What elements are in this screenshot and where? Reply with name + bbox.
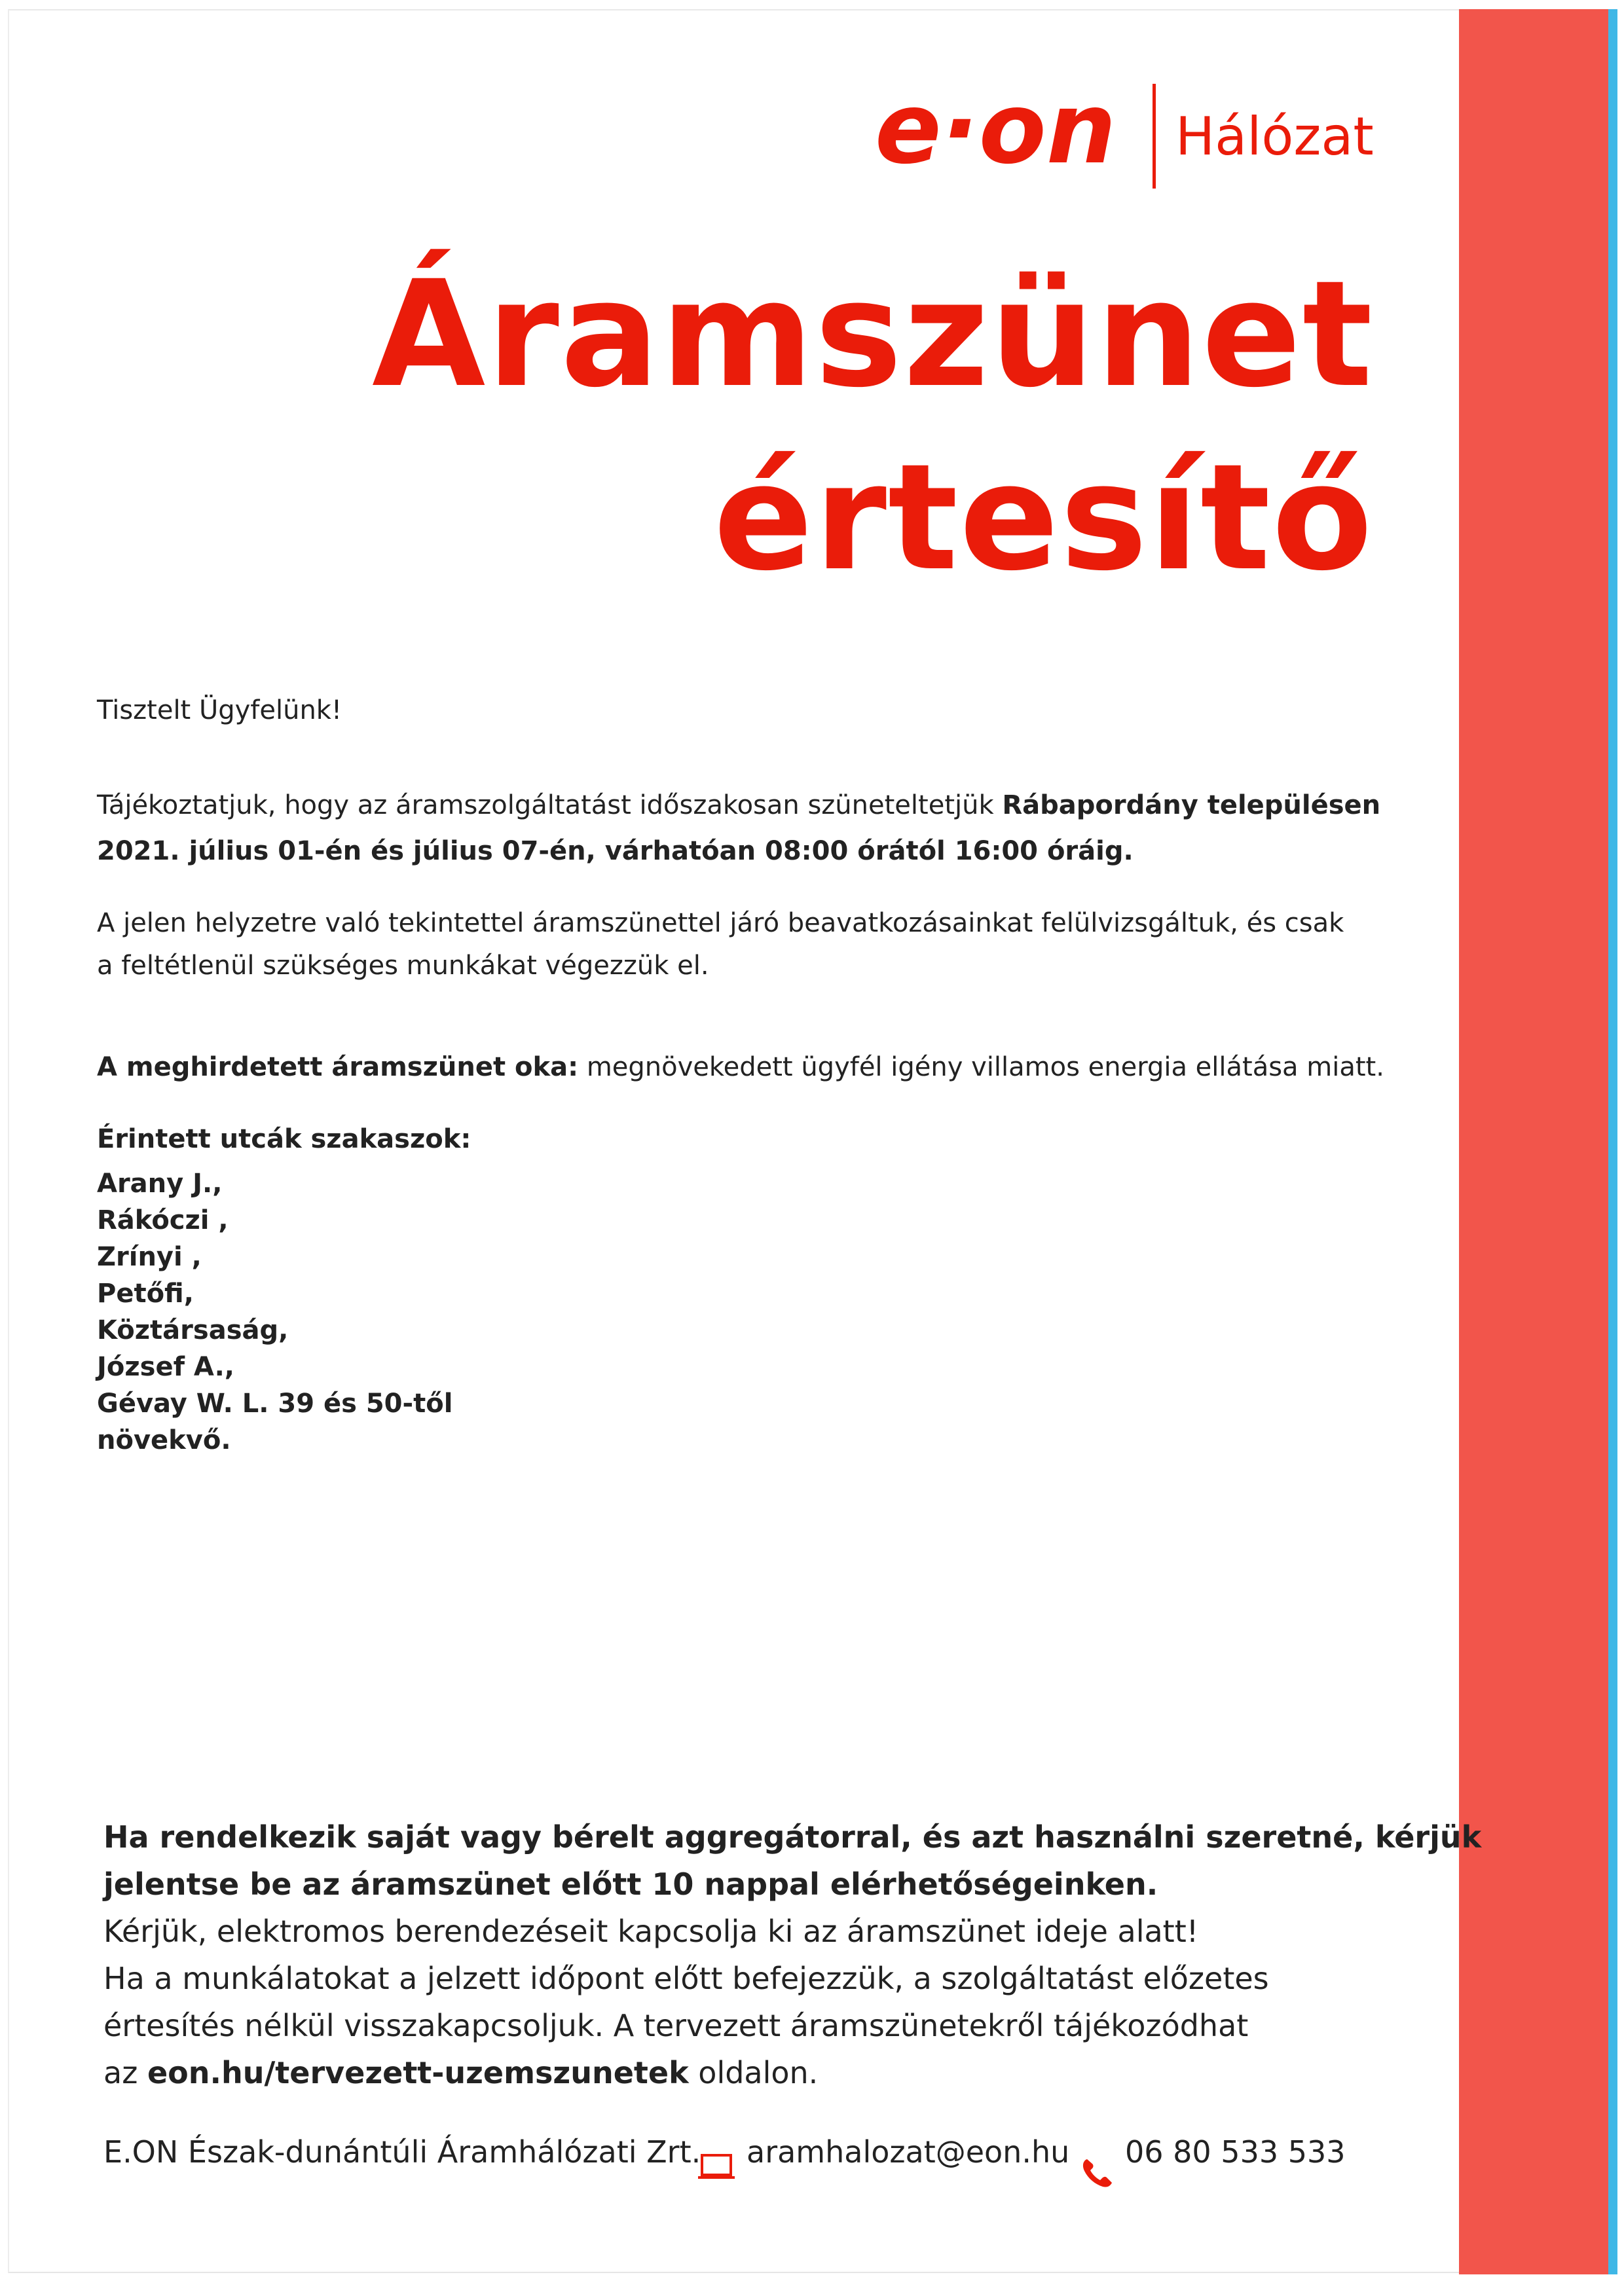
notice-location: Rábapordány településen <box>1002 790 1381 820</box>
list-item: Arany J., <box>97 1169 223 1199</box>
notice-dates: 2021. július 01-én és július 07-én, várhatóan 08:00 órától 16:00 óráig. <box>97 836 1134 866</box>
footer-phone[interactable]: 06 80 533 533 <box>1125 2134 1346 2170</box>
generator-notice-line-2: jelentse be az áramszünet előtt 10 nappal elérhetőségeinken. <box>103 1867 1158 1902</box>
switch-off-notice: Kérjük, elektromos berendezéseit kapcsolja ki az áramszünet ideje alatt! <box>103 1914 1199 1949</box>
logo-separator <box>1153 84 1156 189</box>
restore-notice-line-2: értesítés nélkül visszakapcsoljuk. A tervezett áramszünetekről tájékozódhat <box>103 2008 1249 2043</box>
cause-label: A meghirdetett áramszünet oka: <box>97 1052 579 1082</box>
eon-logo-mark <box>871 84 1146 189</box>
notice-line-1 <box>97 782 1380 828</box>
list-item: József A., <box>97 1352 234 1382</box>
paragraph-2-line-2: a feltétlenül szükséges munkákat végezzük el. <box>97 951 709 981</box>
website-prefix: az <box>103 2055 147 2090</box>
streets-heading: Érintett utcák szakaszok: <box>97 1124 471 1154</box>
greeting: Tisztelt Ügyfelünk! <box>97 695 342 725</box>
cause-line <box>97 1044 1384 1090</box>
title-line-1: Áramszünet <box>371 249 1374 420</box>
title-line-2: értesítő <box>713 432 1374 603</box>
website-line <box>103 2049 818 2096</box>
restore-notice-line-1: Ha a munkálatokat a jelzett időpont előtt befejezzük, a szolgáltatást előzetes <box>103 1961 1269 1996</box>
logo-division: Hálózat <box>1175 106 1374 167</box>
streets-list <box>97 1165 452 1459</box>
website-link[interactable]: eon.hu/tervezett-uzemszunetek <box>147 2055 689 2090</box>
list-item: Köztársaság, <box>97 1315 289 1345</box>
paragraph-2-line-1: A jelen helyzetre való tekintettel áramszünettel járó beavatkozásainkat felülvizsgáltuk, és csak <box>97 908 1344 938</box>
phone-icon <box>1079 2154 1116 2191</box>
list-item: Petőfi, <box>97 1279 194 1309</box>
generator-notice-line-1: Ha rendelkezik saját vagy bérelt aggregátorral, és azt használni szeretné, kérjük <box>103 1819 1482 1855</box>
website-suffix: oldalon. <box>688 2055 819 2090</box>
footer-email[interactable]: aramhalozat@eon.hu <box>747 2134 1070 2170</box>
svg-text:e·on: e·on <box>875 84 1116 186</box>
notice-intro: Tájékoztatjuk, hogy az áramszolgáltatást időszakosan szüneteltetjük <box>97 790 1003 820</box>
list-item: Rákóczi , <box>97 1205 229 1235</box>
list-item: növekvő. <box>97 1425 231 1455</box>
list-item: Gévay W. L. 39 és 50-től <box>97 1389 453 1419</box>
laptop-icon <box>697 2146 736 2183</box>
blue-side-stripe <box>1608 9 1617 2274</box>
red-side-stripe <box>1459 9 1608 2274</box>
list-item: Zrínyi , <box>97 1242 202 1272</box>
cause-text: megnövekedett ügyfél igény villamos energia ellátása miatt. <box>578 1052 1384 1082</box>
footer-company: E.ON Észak-dunántúli Áramhálózati Zrt. <box>103 2134 701 2170</box>
